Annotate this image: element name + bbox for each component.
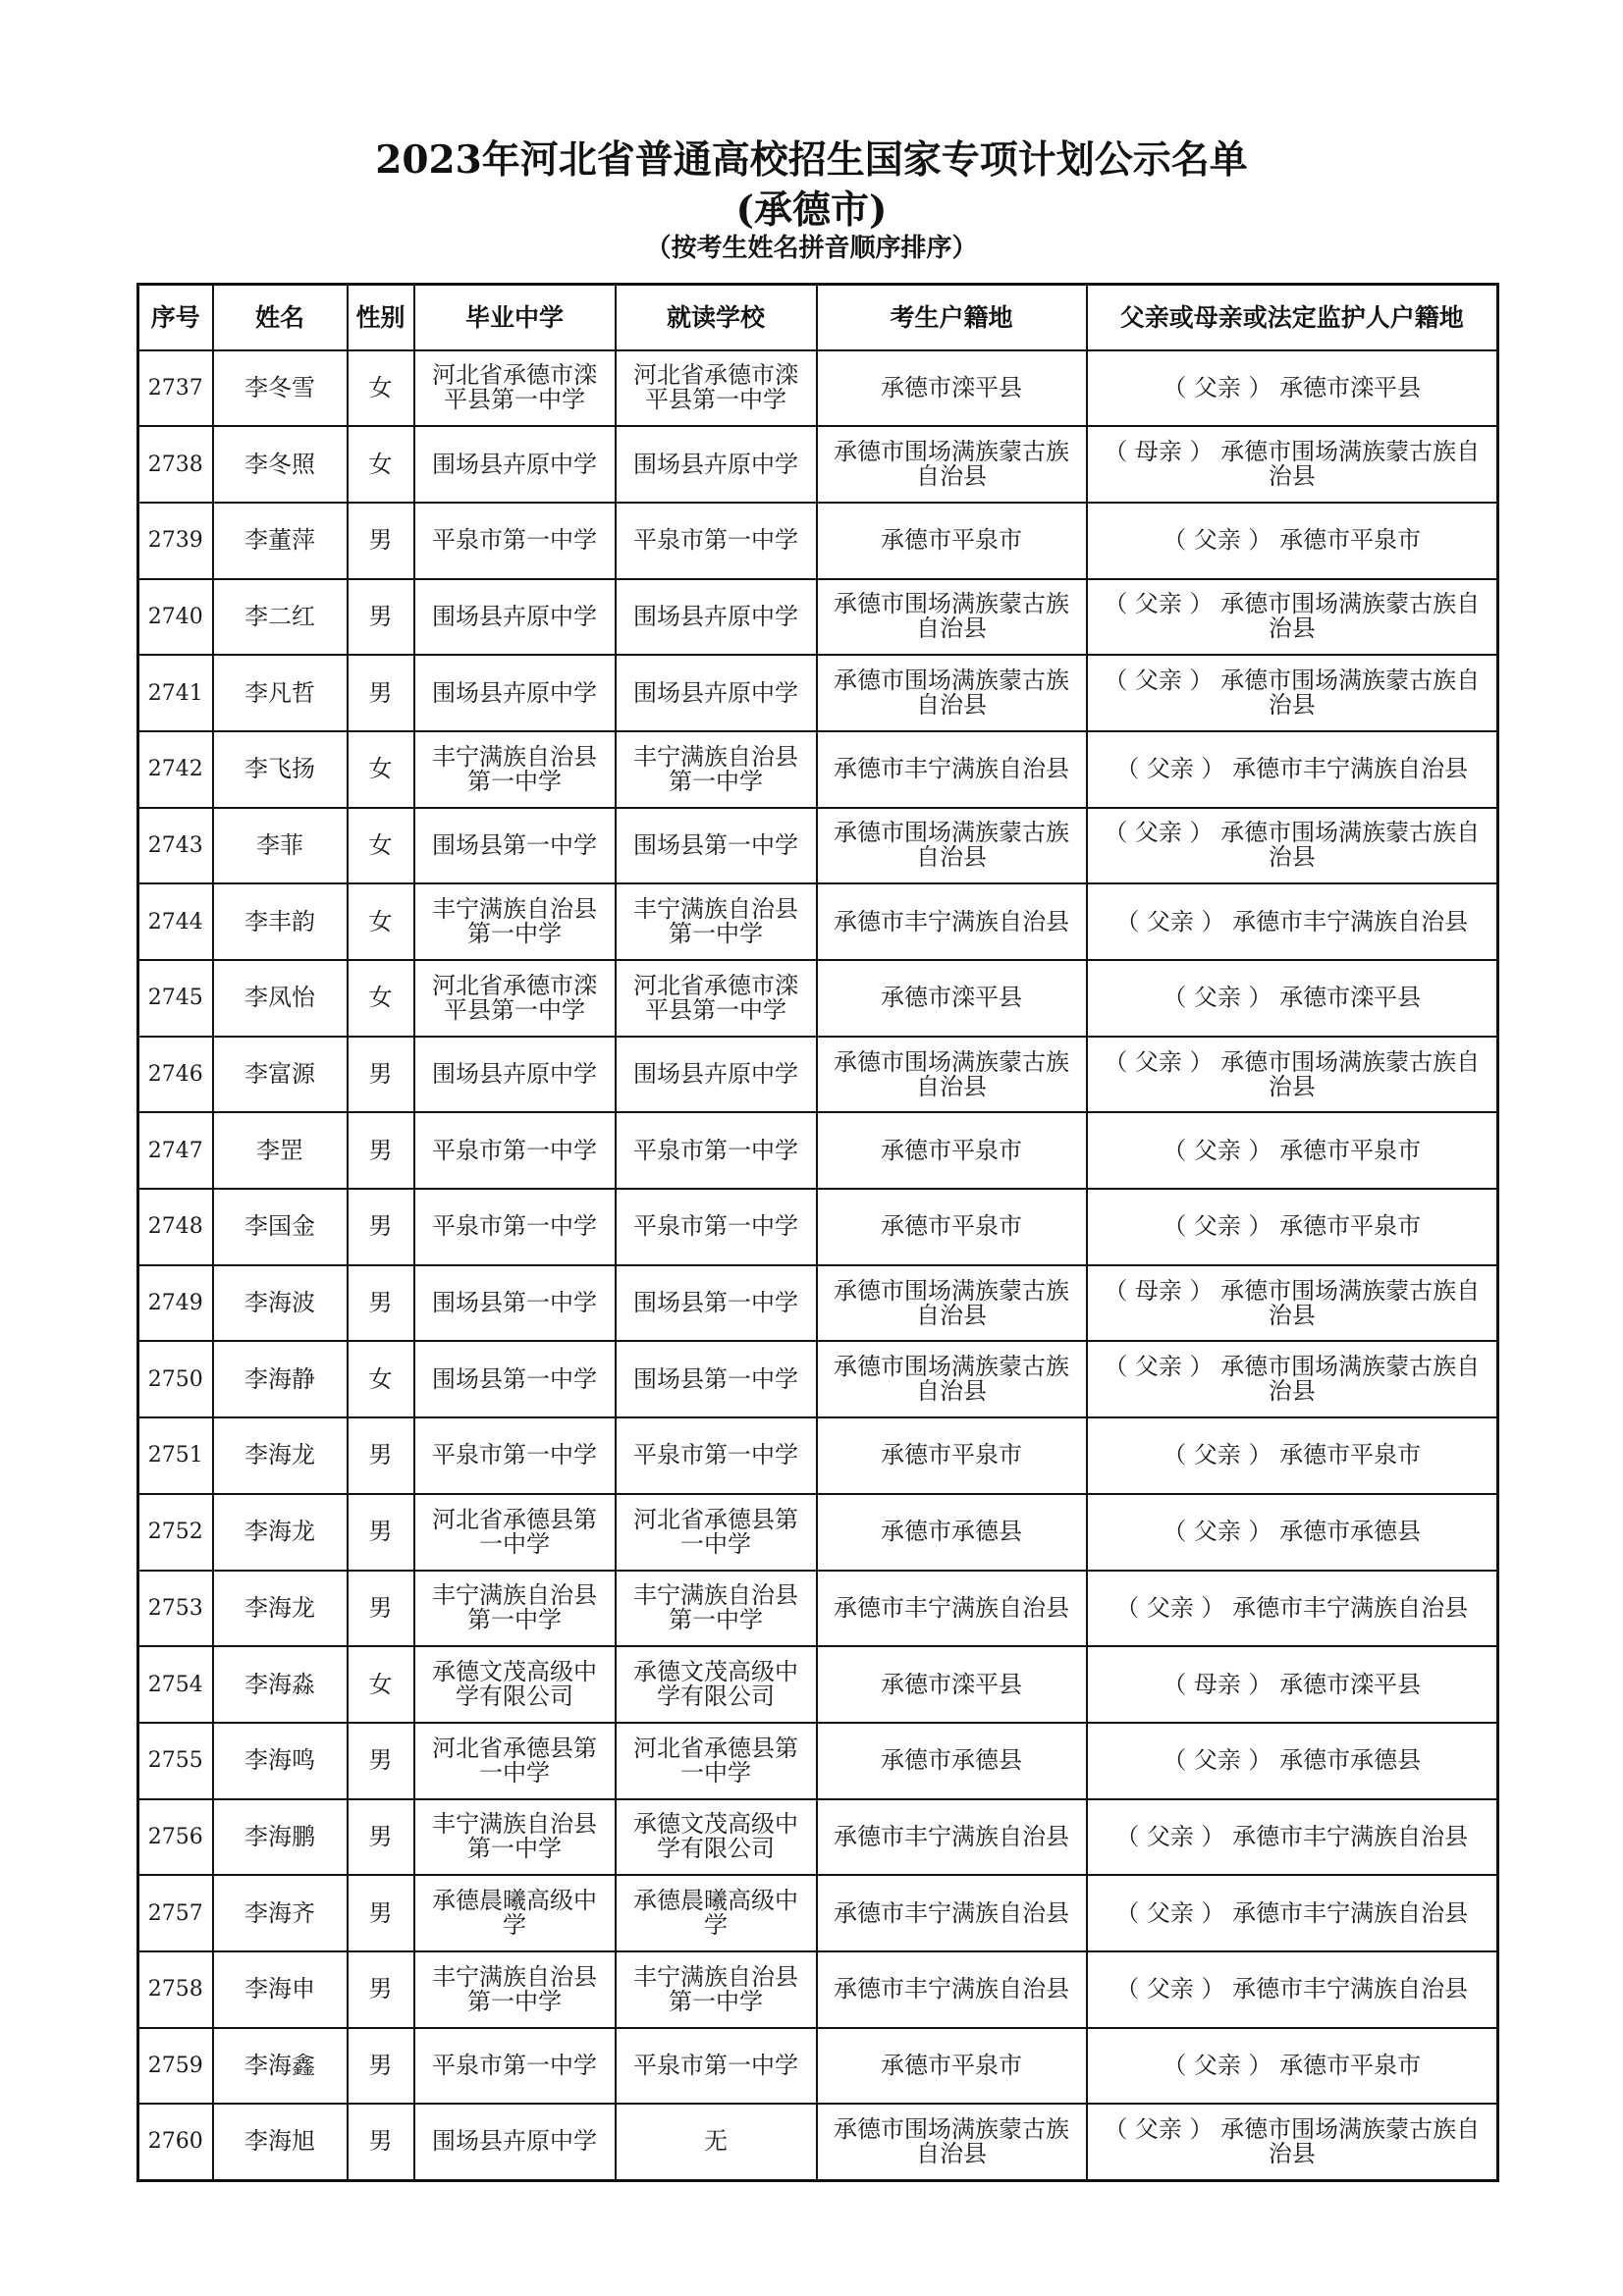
cell-current-school: 围场县第一中学 (616, 1341, 817, 1417)
cell-gender: 男 (348, 1875, 414, 1951)
cell-grad-school: 承德晨曦高级中学 (414, 1875, 616, 1951)
cell-name: 李海淼 (213, 1646, 348, 1723)
cell-gender: 男 (348, 503, 414, 579)
cell-hukou: 承德市滦平县 (817, 960, 1087, 1037)
cell-seq: 2751 (138, 1417, 213, 1494)
cell-hukou: 承德市围场满族蒙古族自治县 (817, 655, 1087, 731)
column-header-current-school: 就读学校 (616, 285, 817, 350)
cell-parent-hukou: （ 父亲 ） 承德市平泉市 (1087, 1417, 1498, 1494)
cell-name: 李丰韵 (213, 883, 348, 960)
cell-gender: 男 (348, 2028, 414, 2105)
table-row (138, 883, 1498, 960)
cell-current-school: 承德文茂高级中学有限公司 (616, 1646, 817, 1723)
cell-current-school: 河北省承德县第一中学 (616, 1494, 817, 1571)
cell-hukou: 承德市滦平县 (817, 350, 1087, 427)
table-row (138, 1646, 1498, 1723)
cell-name: 李凡哲 (213, 655, 348, 731)
cell-hukou: 承德市承德县 (817, 1723, 1087, 1799)
cell-hukou: 承德市丰宁满族自治县 (817, 883, 1087, 960)
cell-gender: 男 (348, 1951, 414, 2028)
cell-grad-school: 围场县卉原中学 (414, 2104, 616, 2180)
cell-current-school: 河北省承德市滦平县第一中学 (616, 960, 817, 1037)
cell-parent-hukou: （ 母亲 ） 承德市围场满族蒙古族自治县 (1087, 1265, 1498, 1342)
cell-current-school: 无 (616, 2104, 817, 2180)
table-row (138, 1799, 1498, 1876)
cell-hukou: 承德市围场满族蒙古族自治县 (817, 808, 1087, 884)
cell-seq: 2760 (138, 2104, 213, 2180)
cell-parent-hukou: （ 父亲 ） 承德市丰宁满族自治县 (1087, 1799, 1498, 1876)
sort-note: （按考生姓名拼音顺序排序） (645, 234, 978, 263)
cell-gender: 男 (348, 1494, 414, 1571)
cell-grad-school: 丰宁满族自治县第一中学 (414, 1571, 616, 1647)
cell-name: 李海波 (213, 1265, 348, 1342)
cell-gender: 男 (348, 579, 414, 656)
table-row (138, 1189, 1498, 1265)
table-row (138, 2028, 1498, 2105)
cell-name: 李菲 (213, 808, 348, 884)
cell-seq: 2754 (138, 1646, 213, 1723)
cell-parent-hukou: （ 父亲 ） 承德市承德县 (1087, 1723, 1498, 1799)
cell-gender: 男 (348, 1037, 414, 1113)
cell-hukou: 承德市围场满族蒙古族自治县 (817, 2104, 1087, 2180)
table-row (138, 1417, 1498, 1494)
cell-gender: 女 (348, 808, 414, 884)
cell-hukou: 承德市丰宁满族自治县 (817, 1875, 1087, 1951)
cell-parent-hukou: （ 父亲 ） 承德市平泉市 (1087, 503, 1498, 579)
cell-seq: 2740 (138, 579, 213, 656)
cell-gender: 男 (348, 655, 414, 731)
table-row (138, 808, 1498, 884)
cell-current-school: 平泉市第一中学 (616, 503, 817, 579)
cell-gender: 女 (348, 426, 414, 503)
table-row (138, 960, 1498, 1037)
cell-parent-hukou: （ 父亲 ） 承德市围场满族蒙古族自治县 (1087, 1341, 1498, 1417)
cell-current-school: 河北省承德市滦平县第一中学 (616, 350, 817, 427)
cell-grad-school: 围场县卉原中学 (414, 1037, 616, 1113)
cell-gender: 女 (348, 960, 414, 1037)
table-row (138, 1037, 1498, 1113)
cell-grad-school: 丰宁满族自治县第一中学 (414, 883, 616, 960)
cell-parent-hukou: （ 父亲 ） 承德市围场满族蒙古族自治县 (1087, 655, 1498, 731)
cell-name: 李海齐 (213, 1875, 348, 1951)
cell-gender: 女 (348, 1341, 414, 1417)
cell-parent-hukou: （ 父亲 ） 承德市围场满族蒙古族自治县 (1087, 579, 1498, 656)
cell-seq: 2749 (138, 1265, 213, 1342)
cell-gender: 男 (348, 1723, 414, 1799)
cell-seq: 2756 (138, 1799, 213, 1876)
cell-parent-hukou: （ 父亲 ） 承德市丰宁满族自治县 (1087, 1571, 1498, 1647)
cell-gender: 男 (348, 1571, 414, 1647)
cell-current-school: 平泉市第一中学 (616, 1112, 817, 1189)
cell-hukou: 承德市平泉市 (817, 2028, 1087, 2105)
cell-grad-school: 围场县第一中学 (414, 1265, 616, 1342)
cell-parent-hukou: （ 父亲 ） 承德市平泉市 (1087, 2028, 1498, 2105)
cell-grad-school: 平泉市第一中学 (414, 1417, 616, 1494)
column-header-gender: 性别 (348, 285, 414, 350)
cell-current-school: 平泉市第一中学 (616, 2028, 817, 2105)
cell-current-school: 围场县卉原中学 (616, 579, 817, 656)
cell-parent-hukou: （ 父亲 ） 承德市丰宁满族自治县 (1087, 1875, 1498, 1951)
cell-seq: 2744 (138, 883, 213, 960)
cell-grad-school: 平泉市第一中学 (414, 1112, 616, 1189)
cell-grad-school: 河北省承德县第一中学 (414, 1723, 616, 1799)
cell-parent-hukou: （ 父亲 ） 承德市丰宁满族自治县 (1087, 1951, 1498, 2028)
cell-grad-school: 围场县第一中学 (414, 1341, 616, 1417)
cell-current-school: 围场县卉原中学 (616, 1037, 817, 1113)
table-row (138, 1875, 1498, 1951)
cell-hukou: 承德市丰宁满族自治县 (817, 1571, 1087, 1647)
cell-name: 李海申 (213, 1951, 348, 2028)
cell-current-school: 承德晨曦高级中学 (616, 1875, 817, 1951)
cell-grad-school: 河北省承德市滦平县第一中学 (414, 350, 616, 427)
cell-seq: 2755 (138, 1723, 213, 1799)
cell-gender: 女 (348, 883, 414, 960)
cell-grad-school: 围场县卉原中学 (414, 426, 616, 503)
table-row (138, 426, 1498, 503)
cell-name: 李冬雪 (213, 350, 348, 427)
cell-name: 李海静 (213, 1341, 348, 1417)
cell-parent-hukou: （ 母亲 ） 承德市滦平县 (1087, 1646, 1498, 1723)
cell-seq: 2759 (138, 2028, 213, 2105)
cell-seq: 2737 (138, 350, 213, 427)
cell-hukou: 承德市丰宁满族自治县 (817, 1951, 1087, 2028)
cell-name: 李海龙 (213, 1571, 348, 1647)
cell-hukou: 承德市丰宁满族自治县 (817, 731, 1087, 808)
cell-grad-school: 丰宁满族自治县第一中学 (414, 731, 616, 808)
cell-hukou: 承德市围场满族蒙古族自治县 (817, 1265, 1087, 1342)
cell-grad-school: 平泉市第一中学 (414, 2028, 616, 2105)
cell-seq: 2738 (138, 426, 213, 503)
cell-name: 李海鑫 (213, 2028, 348, 2105)
cell-gender: 男 (348, 2104, 414, 2180)
cell-current-school: 丰宁满族自治县第一中学 (616, 1951, 817, 2028)
table-row (138, 655, 1498, 731)
cell-grad-school: 围场县卉原中学 (414, 655, 616, 731)
cell-gender: 女 (348, 350, 414, 427)
cell-seq: 2743 (138, 808, 213, 884)
cell-current-school: 围场县卉原中学 (616, 655, 817, 731)
cell-seq: 2746 (138, 1037, 213, 1113)
cell-hukou: 承德市平泉市 (817, 1189, 1087, 1265)
cell-gender: 男 (348, 1417, 414, 1494)
cell-name: 李海旭 (213, 2104, 348, 2180)
cell-parent-hukou: （ 父亲 ） 承德市丰宁满族自治县 (1087, 731, 1498, 808)
cell-name: 李董萍 (213, 503, 348, 579)
column-header-seq: 序号 (138, 285, 213, 350)
cell-grad-school: 河北省承德市滦平县第一中学 (414, 960, 616, 1037)
table-row (138, 503, 1498, 579)
cell-seq: 2748 (138, 1189, 213, 1265)
column-header-name: 姓名 (213, 285, 348, 350)
cell-name: 李海鸣 (213, 1723, 348, 1799)
cell-parent-hukou: （ 母亲 ） 承德市围场满族蒙古族自治县 (1087, 426, 1498, 503)
cell-parent-hukou: （ 父亲 ） 承德市围场满族蒙古族自治县 (1087, 2104, 1498, 2180)
table-row (138, 2104, 1498, 2180)
cell-grad-school: 丰宁满族自治县第一中学 (414, 1799, 616, 1876)
cell-seq: 2758 (138, 1951, 213, 2028)
cell-current-school: 围场县卉原中学 (616, 426, 817, 503)
cell-name: 李海龙 (213, 1494, 348, 1571)
cell-gender: 女 (348, 731, 414, 808)
cell-current-school: 丰宁满族自治县第一中学 (616, 731, 817, 808)
page-title: 2023年河北省普通高校招生国家专项计划公示名单 (375, 137, 1248, 183)
cell-parent-hukou: （ 父亲 ） 承德市丰宁满族自治县 (1087, 883, 1498, 960)
cell-hukou: 承德市围场满族蒙古族自治县 (817, 426, 1087, 503)
column-header-parent-hukou: 父亲或母亲或法定监护人户籍地 (1087, 285, 1498, 350)
table-row (138, 1494, 1498, 1571)
cell-parent-hukou: （ 父亲 ） 承德市滦平县 (1087, 350, 1498, 427)
table-row (138, 350, 1498, 427)
cell-current-school: 平泉市第一中学 (616, 1417, 817, 1494)
cell-hukou: 承德市滦平县 (817, 1646, 1087, 1723)
cell-parent-hukou: （ 父亲 ） 承德市滦平县 (1087, 960, 1498, 1037)
cell-current-school: 丰宁满族自治县第一中学 (616, 883, 817, 960)
cell-grad-school: 丰宁满族自治县第一中学 (414, 1951, 616, 2028)
cell-parent-hukou: （ 父亲 ） 承德市承德县 (1087, 1494, 1498, 1571)
cell-grad-school: 承德文茂高级中学有限公司 (414, 1646, 616, 1723)
column-header-grad-school: 毕业中学 (414, 285, 616, 350)
cell-hukou: 承德市围场满族蒙古族自治县 (817, 1037, 1087, 1113)
cell-name: 李海龙 (213, 1417, 348, 1494)
table-row (138, 1341, 1498, 1417)
table-row (138, 579, 1498, 656)
table-row (138, 731, 1498, 808)
cell-current-school: 平泉市第一中学 (616, 1189, 817, 1265)
cell-parent-hukou: （ 父亲 ） 承德市平泉市 (1087, 1189, 1498, 1265)
cell-gender: 男 (348, 1189, 414, 1265)
cell-name: 李海鹏 (213, 1799, 348, 1876)
cell-grad-school: 平泉市第一中学 (414, 1189, 616, 1265)
table-header-row (138, 285, 1498, 350)
table-body (138, 350, 1498, 2181)
cell-current-school: 河北省承德县第一中学 (616, 1723, 817, 1799)
cell-name: 李富源 (213, 1037, 348, 1113)
cell-parent-hukou: （ 父亲 ） 承德市平泉市 (1087, 1112, 1498, 1189)
admission-roster-table (136, 283, 1499, 2182)
table-row (138, 1951, 1498, 2028)
cell-parent-hukou: （ 父亲 ） 承德市围场满族蒙古族自治县 (1087, 1037, 1498, 1113)
cell-seq: 2750 (138, 1341, 213, 1417)
cell-seq: 2742 (138, 731, 213, 808)
cell-hukou: 承德市丰宁满族自治县 (817, 1799, 1087, 1876)
cell-current-school: 承德文茂高级中学有限公司 (616, 1799, 817, 1876)
table-row (138, 1571, 1498, 1647)
cell-name: 李二红 (213, 579, 348, 656)
cell-seq: 2757 (138, 1875, 213, 1951)
cell-name: 李冬照 (213, 426, 348, 503)
cell-hukou: 承德市围场满族蒙古族自治县 (817, 1341, 1087, 1417)
cell-seq: 2747 (138, 1112, 213, 1189)
cell-current-school: 围场县第一中学 (616, 808, 817, 884)
cell-gender: 男 (348, 1112, 414, 1189)
page-subtitle: (承德市) (735, 187, 888, 233)
cell-seq: 2741 (138, 655, 213, 731)
cell-hukou: 承德市平泉市 (817, 503, 1087, 579)
column-header-hukou: 考生户籍地 (817, 285, 1087, 350)
cell-hukou: 承德市承德县 (817, 1494, 1087, 1571)
cell-hukou: 承德市平泉市 (817, 1112, 1087, 1189)
table-row (138, 1112, 1498, 1189)
cell-grad-school: 平泉市第一中学 (414, 503, 616, 579)
cell-name: 李飞扬 (213, 731, 348, 808)
cell-name: 李凤怡 (213, 960, 348, 1037)
cell-parent-hukou: （ 父亲 ） 承德市围场满族蒙古族自治县 (1087, 808, 1498, 884)
cell-name: 李罡 (213, 1112, 348, 1189)
cell-grad-school: 围场县第一中学 (414, 808, 616, 884)
cell-hukou: 承德市围场满族蒙古族自治县 (817, 579, 1087, 656)
cell-grad-school: 围场县卉原中学 (414, 579, 616, 656)
cell-hukou: 承德市平泉市 (817, 1417, 1087, 1494)
cell-gender: 女 (348, 1646, 414, 1723)
cell-name: 李国金 (213, 1189, 348, 1265)
cell-seq: 2739 (138, 503, 213, 579)
cell-current-school: 围场县第一中学 (616, 1265, 817, 1342)
cell-grad-school: 河北省承德县第一中学 (414, 1494, 616, 1571)
table-row (138, 1723, 1498, 1799)
cell-gender: 男 (348, 1799, 414, 1876)
cell-seq: 2752 (138, 1494, 213, 1571)
cell-seq: 2753 (138, 1571, 213, 1647)
cell-seq: 2745 (138, 960, 213, 1037)
cell-current-school: 丰宁满族自治县第一中学 (616, 1571, 817, 1647)
cell-gender: 男 (348, 1265, 414, 1342)
table-row (138, 1265, 1498, 1342)
